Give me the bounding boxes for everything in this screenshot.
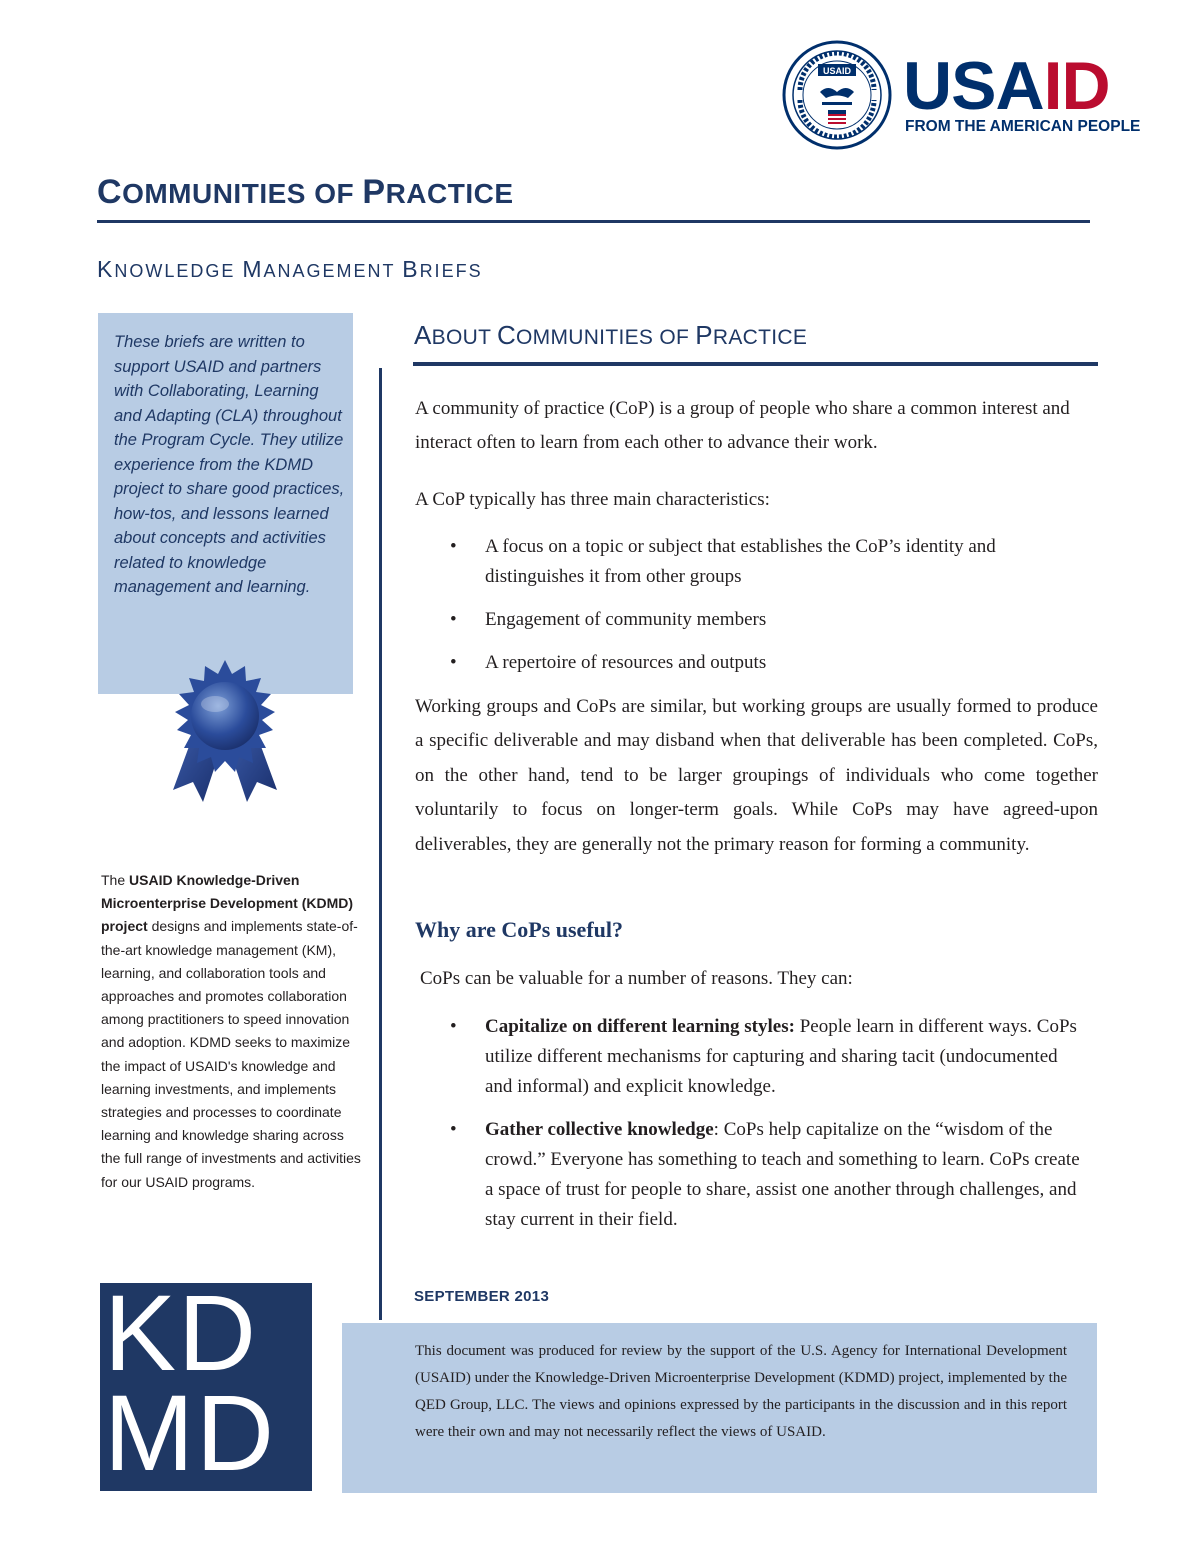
award-ribbon-icon xyxy=(155,660,295,820)
section-title: ABOUT COMMUNITIES OF PRACTICE xyxy=(414,320,808,350)
paragraph-working-groups: Working groups and CoPs are similar, but working groups are usually formed to produce a specific deliverable and may disband when that deliverable has been completed. CoPs, on the other hand, tend to be larger groupings of individuals who come together voluntarily to focus on longer-term goals. While CoPs may have agreed-upon deliverables, they are generally not the primary reason for forming a community. xyxy=(415,696,1098,855)
usaid-seal-icon xyxy=(782,40,892,150)
kdmd-logo-row1: KD xyxy=(104,1272,259,1393)
kdmd-project-name: USAID Knowledge-Driven Microenterprise Development (KDMD) project xyxy=(101,872,354,935)
document-title: COMMUNITIES OF PRACTICE xyxy=(97,173,514,211)
bullet-icon: • xyxy=(450,652,457,673)
title-divider xyxy=(97,220,1090,223)
paragraph-reasons-intro: CoPs can be valuable for a number of reasons. They can: xyxy=(420,968,853,989)
usaid-wordmark-id: ID xyxy=(1043,48,1110,124)
bullet-icon: • xyxy=(450,609,457,630)
section-divider xyxy=(413,362,1098,366)
why-heading: Why are CoPs useful? xyxy=(415,917,623,942)
bullet-icon: • xyxy=(450,536,457,557)
bullet-icon: • xyxy=(450,1016,457,1037)
seal-text: USAID xyxy=(822,66,852,76)
kdmd-description: The USAID Knowledge-Driven Microenterprise Development (KDMD) project designs and implements state-of-the-art knowledge management (KM), learning, and collaboration tools and approaches and promotes collaboration among practitioners to speed innovation and adoption. KDMD seeks to maximize the impact of USAID's knowledge and learning investments, and implements strategies and processes to coordinate learning and knowledge sharing across the full range of investments and activities for our USAID programs. xyxy=(101,872,361,1190)
usaid-wordmark xyxy=(903,48,1110,124)
column-divider xyxy=(379,368,382,1320)
usaid-wordmark-usa: USA xyxy=(903,48,1044,124)
intro-text: These briefs are written to support USAID and partners with Collaborating, Learning and Adapting (CLA) throughout the Program Cycle. They utilize experience from the KDMD project to share good practices, how-tos, and lessons learned about concepts and activities related to knowledge management and learning. xyxy=(114,333,345,596)
kdmd-logo-row2: MD xyxy=(104,1372,276,1493)
kdmd-logo xyxy=(100,1272,312,1493)
paragraph-definition: A community of practice (CoP) is a group of people who share a common interest and interact often to learn from each other to advance their work. xyxy=(415,398,1070,453)
document-subtitle: KNOWLEDGE MANAGEMENT BRIEFS xyxy=(97,256,483,282)
disclaimer-text: This document was produced for review by the support of the U.S. Agency for International Development (USAID) under the Knowledge-Driven Microenterprise Development (KDMD) project, implemented by the QED Group, LLC. The views and opinions expressed by the participants in the discussion and in this report were their own and may not necessarily reflect the views of USAID. xyxy=(415,1343,1067,1440)
usaid-tagline: FROM THE AMERICAN PEOPLE xyxy=(905,118,1141,135)
publication-date: SEPTEMBER 2013 xyxy=(414,1288,550,1305)
bullet-icon: • xyxy=(450,1119,457,1140)
paragraph-characteristics-intro: A CoP typically has three main characteristics: xyxy=(415,489,770,510)
